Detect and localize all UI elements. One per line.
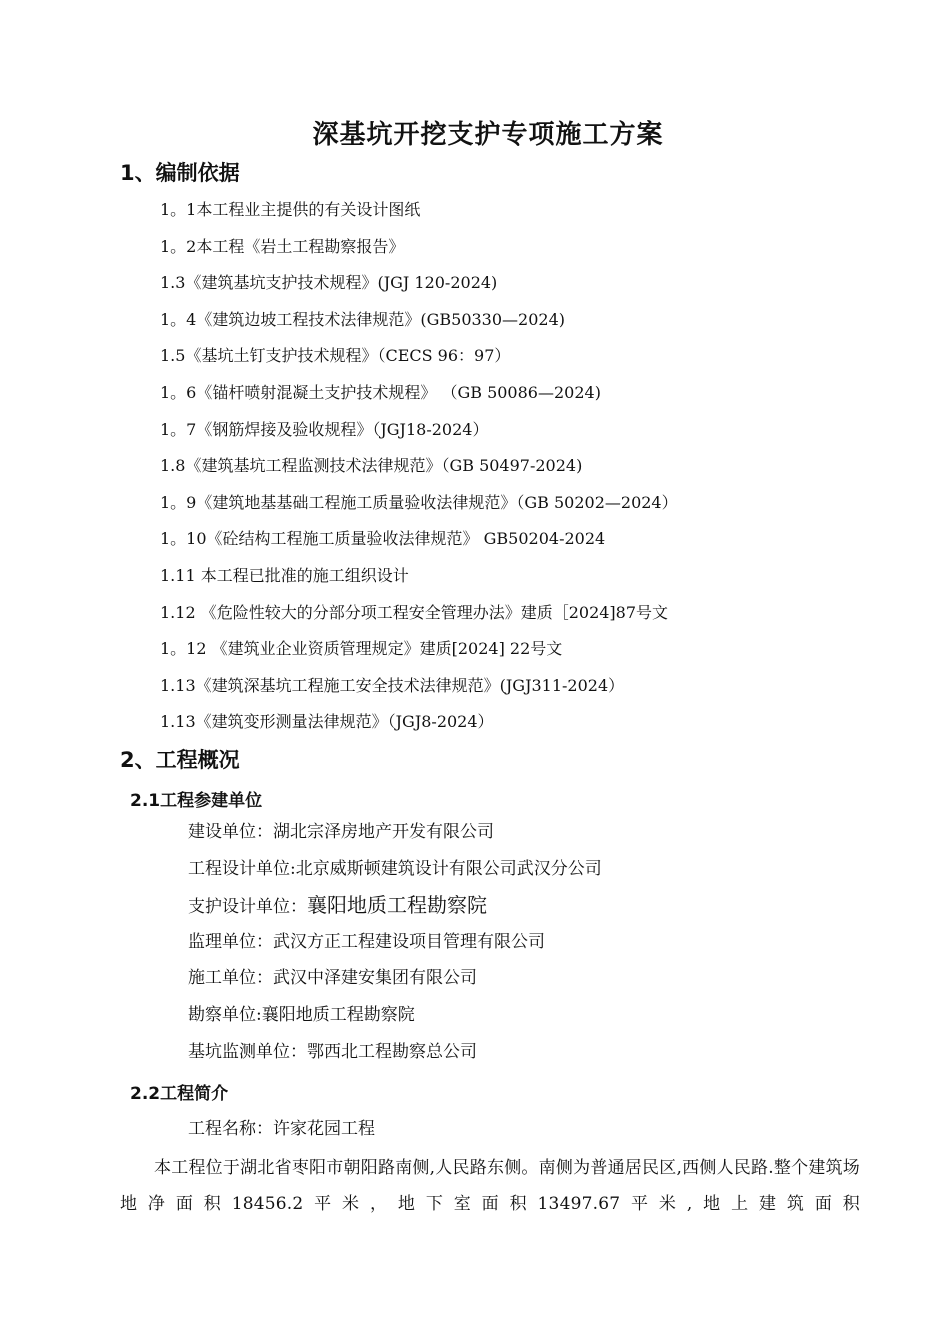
basis-item: 1.5《基坑土钉支护技术规程》（CECS 96：97） bbox=[160, 346, 511, 366]
unit-value: 武汉中泽建安集团有限公司 bbox=[273, 968, 477, 989]
basis-item: 1.13《建筑深基坑工程施工安全技术法律规范》(JGJ311-2024） bbox=[160, 675, 625, 695]
unit-label: 施工单位： bbox=[188, 968, 273, 989]
basis-item: 1。12 《建筑业企业资质管理规定》建质[2024] 22号文 bbox=[160, 639, 563, 659]
unit-label: 监理单位： bbox=[188, 931, 273, 952]
basis-item: 1。6《锚杆喷射混凝土支护技术规程》 （GB 50086—2024) bbox=[160, 382, 601, 402]
section-heading-overview: 2、工程概况 bbox=[120, 748, 240, 772]
unit-row bbox=[188, 1040, 602, 1077]
document-title: 深基坑开挖支护专项施工方案 bbox=[312, 120, 664, 150]
participating-units-list bbox=[188, 820, 602, 1076]
unit-row bbox=[188, 930, 602, 967]
unit-value: 武汉方正工程建设项目管理有限公司 bbox=[273, 931, 545, 952]
project-description: 本工程位于湖北省枣阳市朝阳路南侧,人民路东侧。南侧为普通居民区,西侧人民路.整个建筑场地净面积18456.2平米，地下室面积13497.67平米,地上建筑面积 bbox=[120, 1158, 860, 1214]
basis-list bbox=[160, 198, 678, 747]
subsection-heading-intro: 2.2工程简介 bbox=[130, 1084, 229, 1104]
basis-item: 1。1本工程业主提供的有关设计图纸 bbox=[160, 200, 421, 219]
basis-item: 1.8《建筑基坑工程监测技术法律规范》（GB 50497-2024) bbox=[160, 456, 583, 476]
unit-label: 工程设计单位: bbox=[188, 858, 296, 879]
project-name: 工程名称：许家花园工程 bbox=[188, 1119, 375, 1139]
unit-value: 鄂西北工程勘察总公司 bbox=[307, 1041, 477, 1062]
section-heading-basis: 1、编制依据 bbox=[120, 161, 240, 185]
unit-value: 湖北宗泽房地产开发有限公司 bbox=[273, 822, 494, 842]
unit-label: 勘察单位: bbox=[188, 1004, 262, 1025]
unit-value: 襄阳地质工程勘察院 bbox=[307, 893, 487, 918]
unit-row bbox=[188, 893, 602, 930]
basis-item: 1。2本工程《岩土工程勘察报告》 bbox=[160, 236, 405, 256]
basis-item: 1。10《砼结构工程施工质量验收法律规范》 GB50204-2024 bbox=[160, 529, 606, 549]
basis-item: 1。7《钢筋焊接及验收规程》（JGJ18-2024） bbox=[160, 419, 489, 439]
basis-item: 1.11 本工程已批准的施工组织设计 bbox=[160, 565, 409, 585]
unit-value: 北京威斯顿建筑设计有限公司武汉分公司 bbox=[295, 858, 602, 879]
unit-label: 支护设计单位： bbox=[188, 897, 307, 918]
basis-item: 1.12 《危险性较大的分部分项工程安全管理办法》建质［2024]87号文 bbox=[160, 602, 669, 622]
unit-label: 建设单位： bbox=[188, 822, 273, 842]
basis-item: 1。9《建筑地基基础工程施工质量验收法律规范》（GB 50202—2024） bbox=[160, 492, 678, 512]
unit-row bbox=[188, 857, 602, 894]
unit-label: 基坑监测单位： bbox=[188, 1041, 307, 1062]
subsection-heading-units: 2.1工程参建单位 bbox=[130, 791, 263, 811]
unit-row bbox=[188, 820, 602, 857]
unit-row bbox=[188, 966, 602, 1003]
basis-item: 1。4《建筑边坡工程技术法律规范》(GB50330—2024) bbox=[160, 309, 566, 329]
unit-value: 襄阳地质工程勘察院 bbox=[261, 1004, 415, 1025]
unit-row bbox=[188, 1003, 602, 1040]
basis-item: 1.3《建筑基坑支护技术规程》(JGJ 120-2024) bbox=[160, 273, 498, 293]
basis-item: 1.13《建筑变形测量法律规范》（JGJ8-2024） bbox=[160, 712, 494, 732]
